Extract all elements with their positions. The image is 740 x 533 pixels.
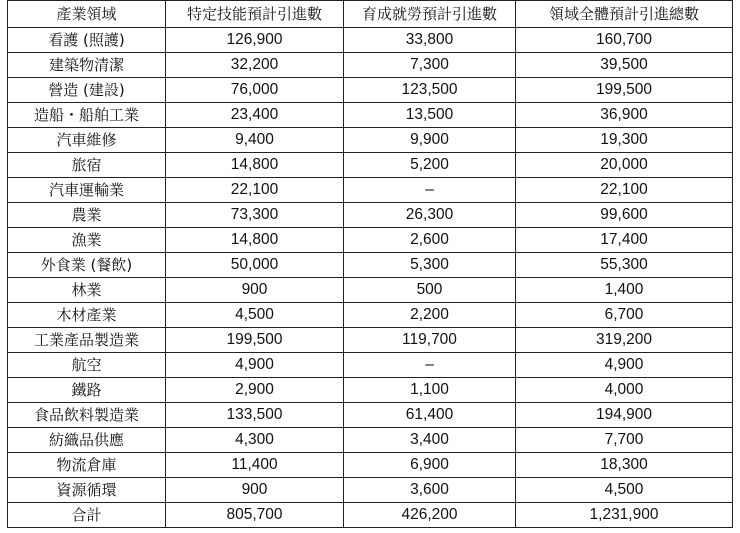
number-cell: 26,300 [344,203,516,228]
sector-cell: 資源循環 [8,478,166,503]
number-cell: 4,300 [166,428,344,453]
sector-cell: 汽車運輸業 [8,178,166,203]
number-cell: 900 [166,478,344,503]
number-cell: 4,900 [516,353,733,378]
number-cell: 1,231,900 [516,503,733,528]
table-row [8,403,733,428]
sector-cell: 林業 [8,278,166,303]
table-row [8,328,733,353]
sector-cell: 造船・船舶工業 [8,103,166,128]
number-cell: 3,600 [344,478,516,503]
table-row [8,203,733,228]
sector-cell: 鐵路 [8,378,166,403]
number-cell: 76,000 [166,78,344,103]
number-cell: 4,000 [516,378,733,403]
table-row [8,128,733,153]
number-cell: 2,600 [344,228,516,253]
number-cell: 199,500 [516,78,733,103]
number-cell: 14,800 [166,153,344,178]
number-cell: 1,400 [516,278,733,303]
number-cell: 55,300 [516,253,733,278]
number-cell: 133,500 [166,403,344,428]
table-row [8,278,733,303]
number-cell: 32,200 [166,53,344,78]
table-row [8,103,733,128]
number-cell: 23,400 [166,103,344,128]
number-cell: 36,900 [516,103,733,128]
table-row [8,353,733,378]
header-cell-training-employment: 育成就勞預計引進數 [344,1,516,28]
sector-cell: 營造 (建設) [8,78,166,103]
header-cell-total: 領域全體預計引進總數 [516,1,733,28]
data-table-container [7,0,732,528]
number-cell: 50,000 [166,253,344,278]
number-cell: 900 [166,278,344,303]
number-cell: 7,700 [516,428,733,453]
header-cell-sector: 產業領域 [8,1,166,28]
number-cell: 500 [344,278,516,303]
number-cell: 99,600 [516,203,733,228]
number-cell: 22,100 [516,178,733,203]
number-cell: 9,400 [166,128,344,153]
number-cell: 11,400 [166,453,344,478]
table-row [8,53,733,78]
header-cell-specified-skills: 特定技能預計引進數 [166,1,344,28]
number-cell: 19,300 [516,128,733,153]
table-row [8,478,733,503]
number-cell: 4,500 [166,303,344,328]
sector-cell: 工業產品製造業 [8,328,166,353]
sector-cell: 紡織品供應 [8,428,166,453]
number-cell: 160,700 [516,28,733,53]
table-row [8,378,733,403]
number-cell: 73,300 [166,203,344,228]
sector-cell: 航空 [8,353,166,378]
number-cell: 426,200 [344,503,516,528]
number-cell: 5,300 [344,253,516,278]
number-cell: 5,200 [344,153,516,178]
number-cell: 7,300 [344,53,516,78]
table-row [8,28,733,53]
table-row [8,228,733,253]
number-cell: 119,700 [344,328,516,353]
header-row [8,1,733,28]
number-cell: 319,200 [516,328,733,353]
number-cell: 13,500 [344,103,516,128]
table-row [8,153,733,178]
sector-cell: 汽車維修 [8,128,166,153]
number-cell: 20,000 [516,153,733,178]
number-cell: 805,700 [166,503,344,528]
table-row [8,253,733,278]
sector-cell: 物流倉庫 [8,453,166,478]
number-cell: 2,900 [166,378,344,403]
number-cell: 123,500 [344,78,516,103]
number-cell: 9,900 [344,128,516,153]
table-row [8,78,733,103]
number-cell: – [344,178,516,203]
number-cell: 4,500 [516,478,733,503]
total-row [8,503,733,528]
table-row [8,453,733,478]
number-cell: 3,400 [344,428,516,453]
table-body [8,28,733,528]
table-row [8,428,733,453]
sector-cell: 合計 [8,503,166,528]
sector-cell: 建築物清潔 [8,53,166,78]
table-header [8,1,733,28]
number-cell: 6,900 [344,453,516,478]
number-cell: 6,700 [516,303,733,328]
number-cell: 22,100 [166,178,344,203]
table-row [8,178,733,203]
number-cell: 194,900 [516,403,733,428]
number-cell: 126,900 [166,28,344,53]
sector-cell: 食品飲料製造業 [8,403,166,428]
sector-cell: 農業 [8,203,166,228]
sector-cell: 旅宿 [8,153,166,178]
number-cell: 199,500 [166,328,344,353]
number-cell: 2,200 [344,303,516,328]
sector-cell: 外食業 (餐飲) [8,253,166,278]
sector-cell: 看護 (照護) [8,28,166,53]
number-cell: 17,400 [516,228,733,253]
number-cell: 61,400 [344,403,516,428]
table-row [8,303,733,328]
sector-cell: 漁業 [8,228,166,253]
number-cell: – [344,353,516,378]
number-cell: 1,100 [344,378,516,403]
sector-cell: 木材產業 [8,303,166,328]
number-cell: 4,900 [166,353,344,378]
number-cell: 39,500 [516,53,733,78]
data-table [7,0,733,528]
number-cell: 18,300 [516,453,733,478]
number-cell: 33,800 [344,28,516,53]
number-cell: 14,800 [166,228,344,253]
